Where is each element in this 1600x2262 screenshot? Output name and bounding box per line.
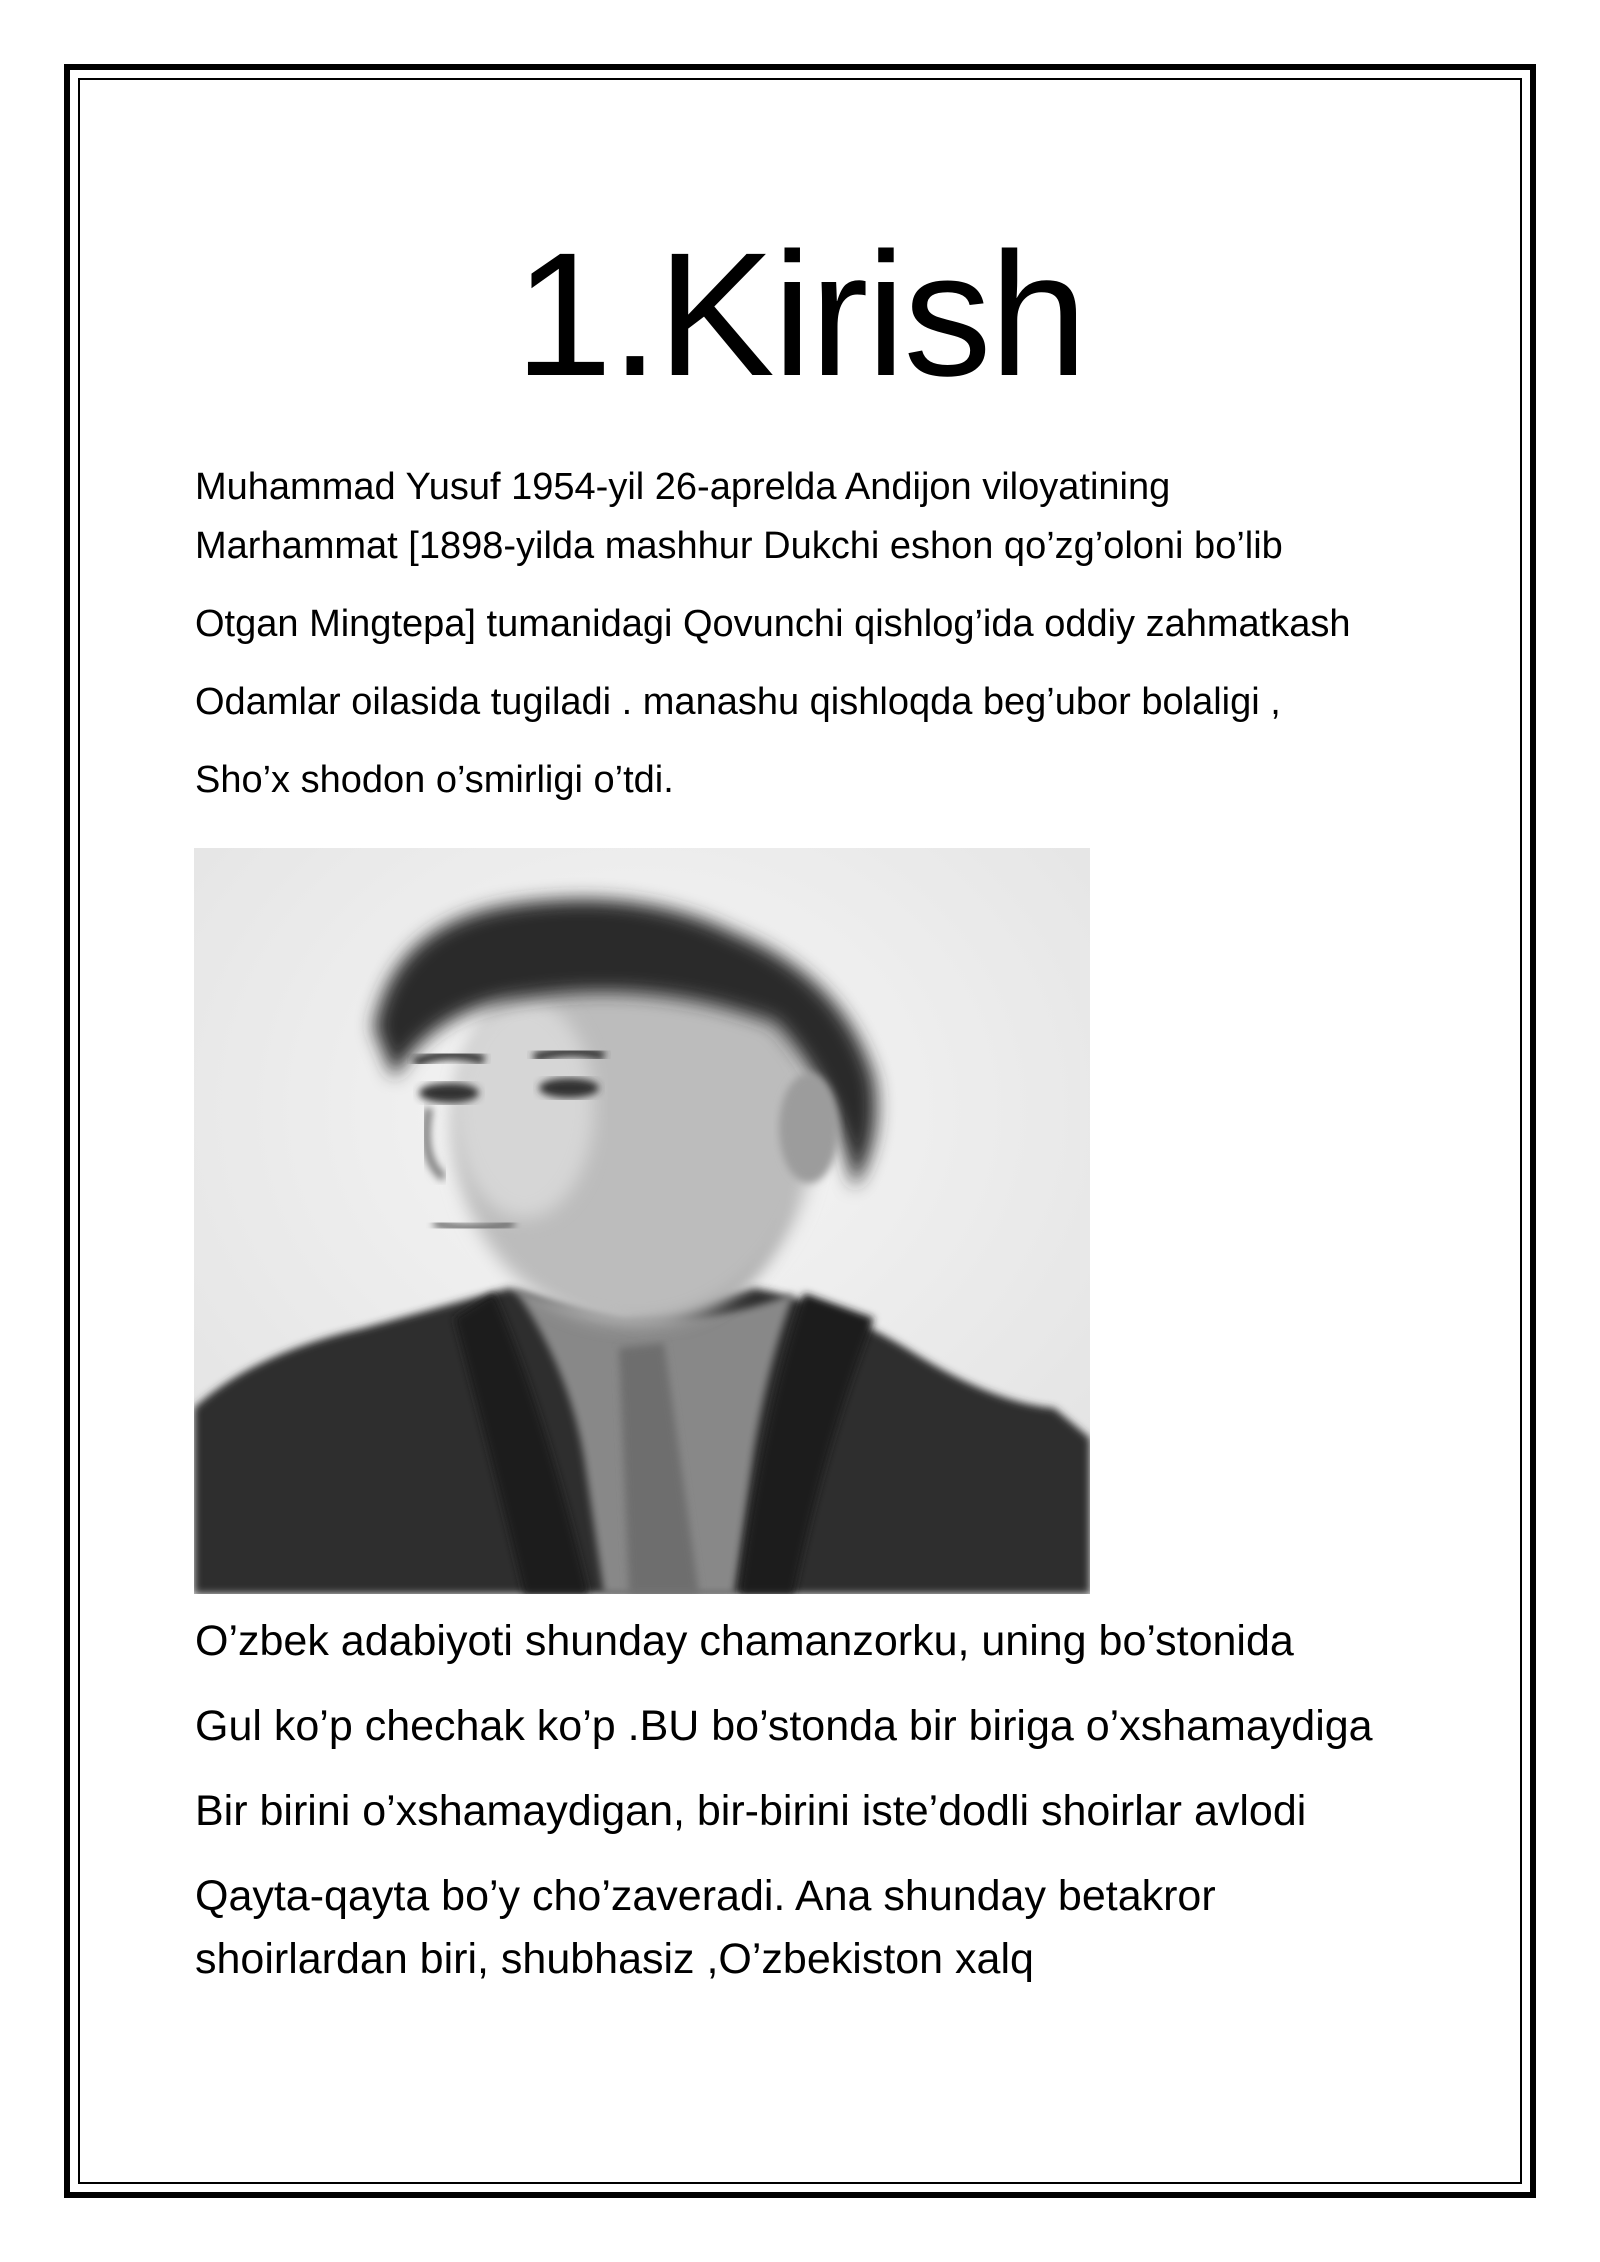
paragraph-line: Muhammad Yusuf 1954-yil 26-aprelda Andijon viloyatining xyxy=(195,466,1171,508)
paragraph-line: Gul ko’p chechak ko’p .BU bo’stonda bir biriga o’xshamaydiga xyxy=(195,1702,1373,1750)
portrait-photo xyxy=(194,848,1090,1594)
paragraph-line: Qayta-qayta bo’y cho’zaveradi. Ana shunday betakror xyxy=(195,1872,1216,1920)
page-title: 1.Kirish xyxy=(514,217,1086,413)
paragraph-line: shoirlardan biri, shubhasiz ,O’zbekiston xalq xyxy=(195,1935,1034,1983)
paragraph-line: O’zbek adabiyoti shunday chamanzorku, uning bo’stonida xyxy=(195,1617,1294,1665)
paragraph-line: Marhammat [1898-yilda mashhur Dukchi eshon qo’zg’oloni bo’lib xyxy=(195,525,1283,567)
literature-paragraph xyxy=(195,1617,1475,1983)
intro-paragraph xyxy=(195,468,1455,799)
paragraph-line: Sho’x shodon o’smirligi o’tdi. xyxy=(195,759,674,801)
paragraph-line: Otgan Mingtepa] tumanidagi Qovunchi qishlog’ida oddiy zahmatkash xyxy=(195,603,1351,645)
paragraph-line: Bir birini o’xshamaydigan, bir-birini iste’dodli shoirlar avlodi xyxy=(195,1787,1307,1835)
paragraph-line: Odamlar oilasida tugiladi . manashu qishloqda beg’ubor bolaligi , xyxy=(195,681,1281,723)
